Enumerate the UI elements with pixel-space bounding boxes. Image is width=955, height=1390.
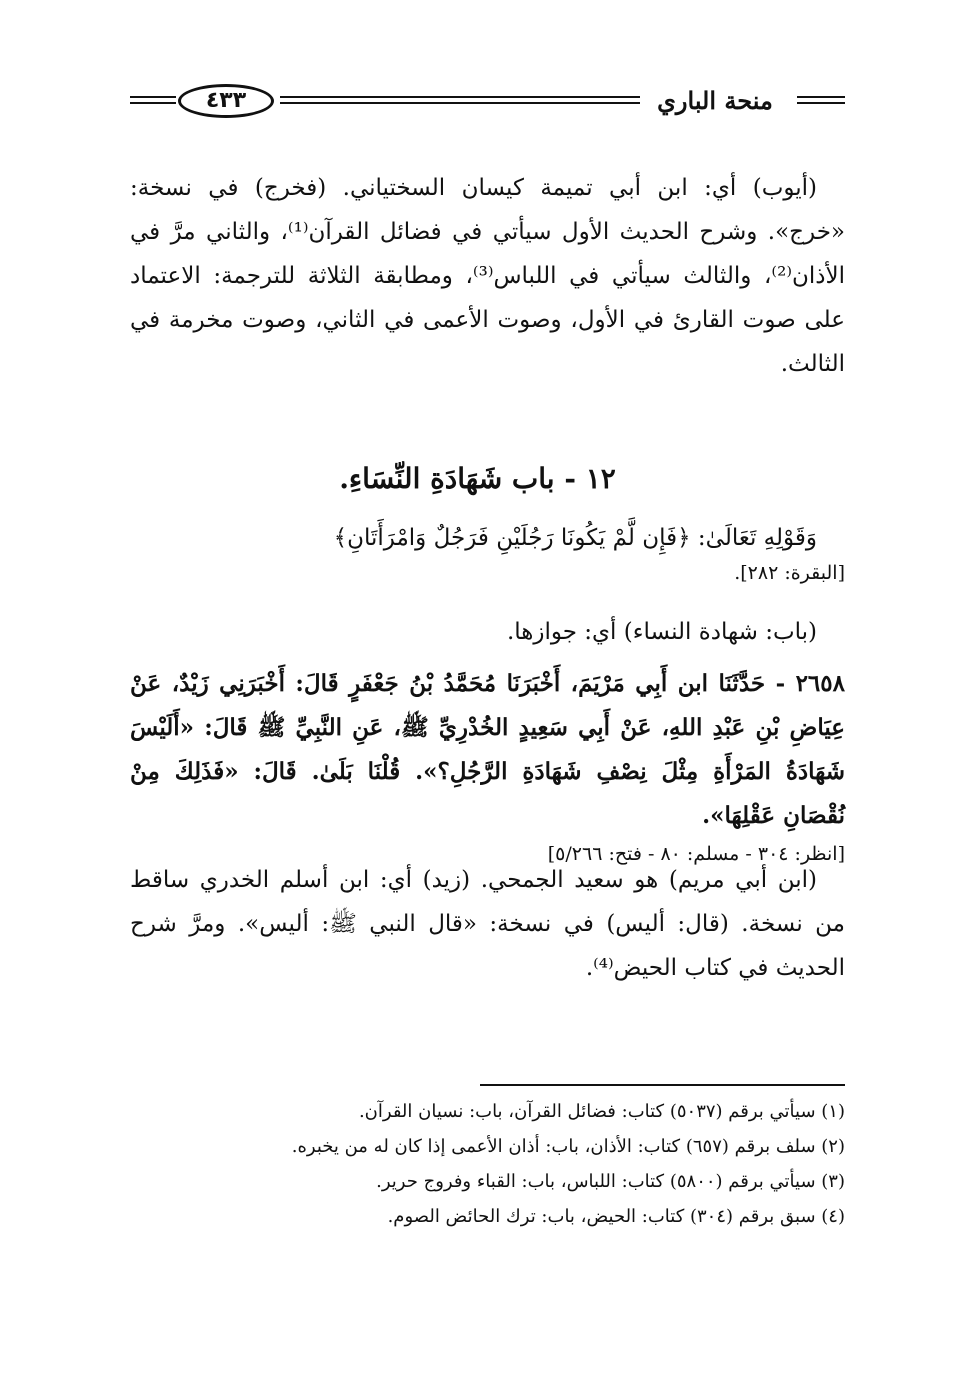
chapter-heading: ١٢ - باب شَهَادَةِ النِّسَاءِ. bbox=[339, 462, 616, 495]
footnote-separator bbox=[480, 1084, 845, 1086]
header-rule-left bbox=[130, 96, 176, 98]
footnote-4: (٤) سبق برقم (٣٠٤) كتاب: الحيض، باب: ترك الحائض الصوم. bbox=[387, 1206, 845, 1227]
hadith-references: [انظر: ٣٠٤ - مسلم: ٨٠ - فتح: ٥/٢٦٦] bbox=[547, 843, 845, 865]
footnote-1: (١) سيأتي برقم (٥٠٣٧) كتاب: فضائل القرآن، باب: نسيان القرآن. bbox=[358, 1101, 845, 1122]
bab-note-text: (باب: شهادة النساء) أي: جوازها. bbox=[506, 619, 817, 645]
footnotes bbox=[120, 1094, 845, 1234]
verse-block bbox=[130, 518, 845, 588]
header-rule-right bbox=[797, 96, 845, 98]
header-rule-right-2 bbox=[797, 102, 845, 104]
page-number: ٤٣٣ bbox=[178, 84, 274, 118]
header-rule-left-2 bbox=[130, 102, 176, 104]
verse-reference: [البقرة: ٢٨٢]. bbox=[734, 562, 845, 584]
footnote-2: (٢) سلف برقم (٦٥٧) كتاب: الأذان، باب: أذان الأعمى إذا كان له من يخبره. bbox=[291, 1136, 845, 1157]
hadith-text: ٢٦٥٨ - حَدَّثَنَا ابن أَبِي مَرْيَمَ، أَخْبَرَنَا مُحَمَّدُ بْنُ جَعْفَرٍ قَالَ: أَخْبَرَنِي زَيْدٌ، عَنْ عِيَاضِ بْنِ عَبْدِ اللهِ، عَنْ أَبِي سَعِيدٍ الخُدْرِيِّ ﷺ، عَنِ النَّبِيِّ ﷺ قَالَ: «أَلَيْسَ شَهَادَةُ المَرْأَةِ مِثْلَ نِصْفِ شَهَادَةِ الرَّجُلِ؟». قُلْنَا بَلَىٰ. قَالَ: «فَذَلِكَ مِنْ نُقْصَانِ عَقْلِهَا». bbox=[130, 670, 845, 829]
page-header bbox=[130, 78, 845, 128]
intro-text: (أيوب) أي: ابن أبي تميمة كيسان السختياني. (فخرج) في نسخة: «خرج». وشرح الحديث الأول سيأتي في فضائل القرآن⁽¹⁾، والثاني مرَّ في الأذان⁽²⁾، والثالث سيأتي في اللباس⁽³⁾، ومطابقة الثلاثة للترجمة: الاعتماد على صوت القارئ في الأول، وصوت الأعمى في الثاني، وصوت مخرمة في الثالث. bbox=[130, 175, 845, 377]
header-rule-middle bbox=[280, 96, 640, 98]
header-rule-middle-2 bbox=[280, 102, 640, 104]
hadith-block bbox=[130, 662, 845, 870]
bab-note bbox=[130, 610, 845, 654]
commentary-paragraph bbox=[130, 858, 845, 990]
intro-paragraph bbox=[130, 166, 845, 386]
commentary-text: (ابن أبي مريم) هو سعيد الجمحي. (زيد) أي: ابن أسلم الخدري ساقط من نسخة. (قال: أليس) في نسخة: «قال النبي ﷺ: أليس». ومرَّ شرح الحديث في كتاب الحيض⁽⁴⁾. bbox=[130, 867, 845, 981]
verse-text: وَقَوْلِهِ تَعَالَىٰ: ﴿فَإِن لَّمْ يَكُونَا رَجُلَيْنِ فَرَجُلٌ وَامْرَأَتَانِ﴾ bbox=[333, 525, 817, 551]
footnote-3: (٣) سيأتي برقم (٥٨٠٠) كتاب: اللباس، باب: القباء وفروج حرير. bbox=[376, 1171, 845, 1192]
book-title: منحة الباري bbox=[657, 86, 773, 115]
